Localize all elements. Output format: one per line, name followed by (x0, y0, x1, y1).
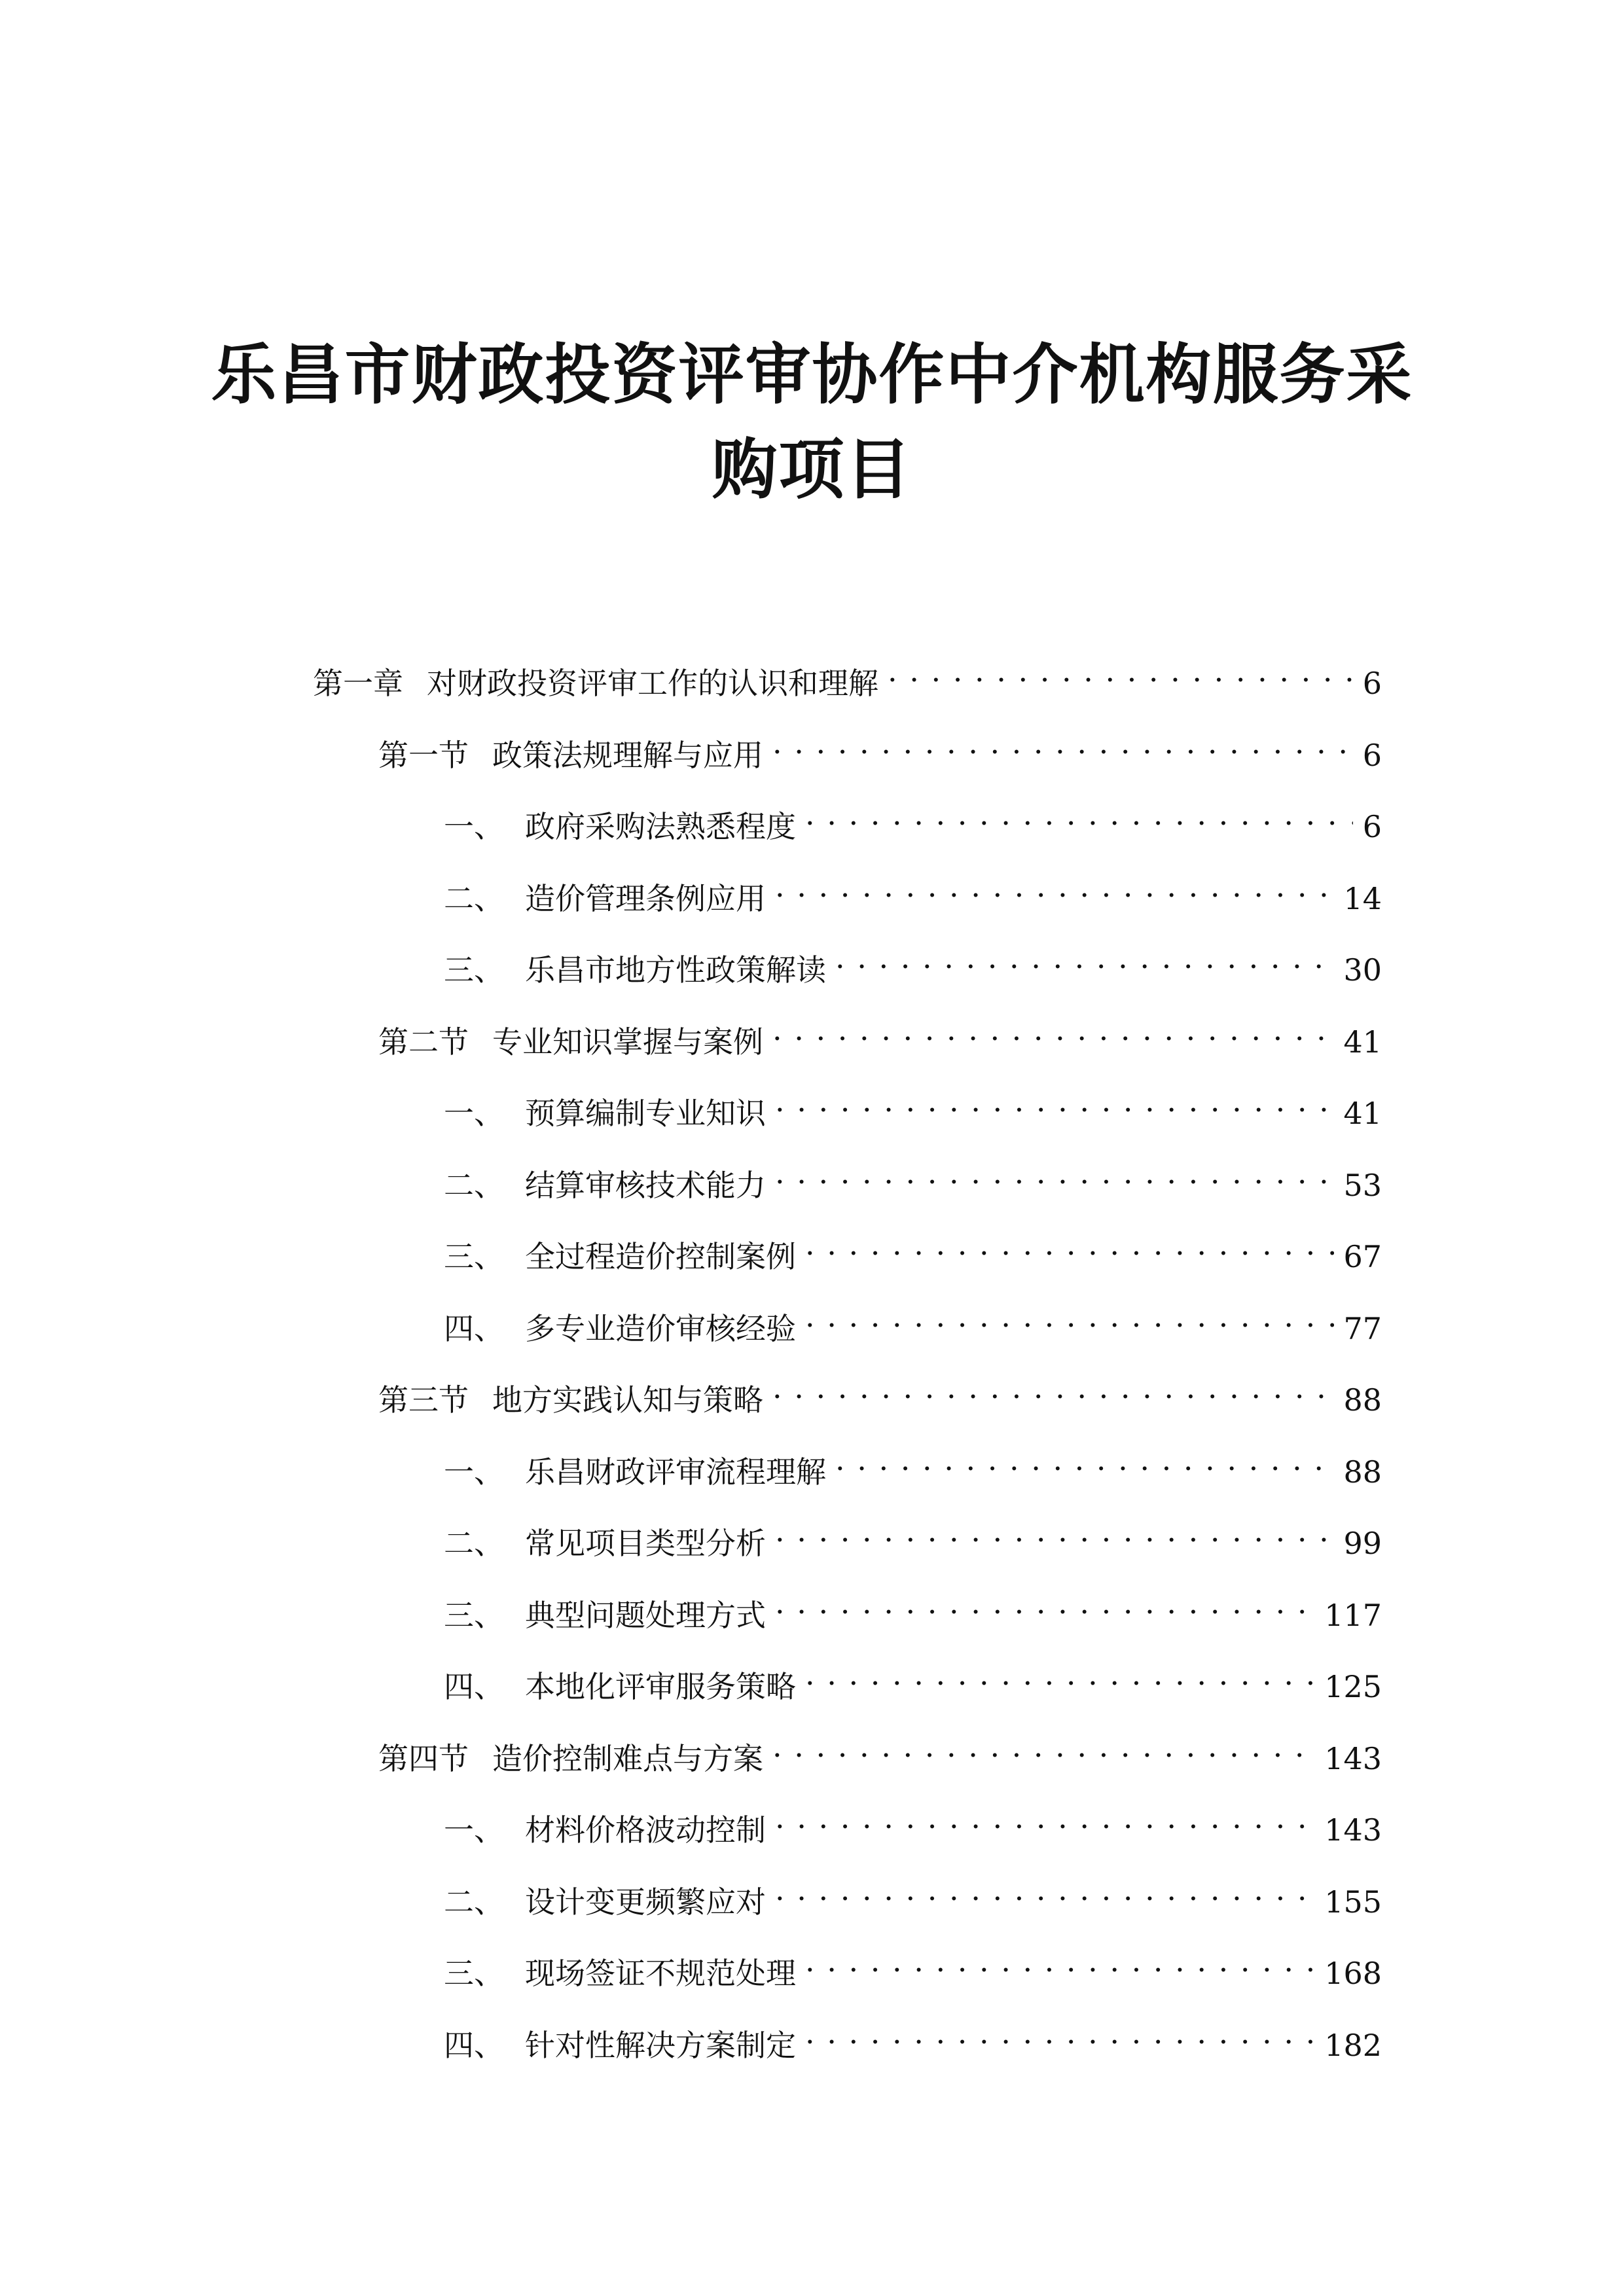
toc-entry-title: 本地化评审服务策略 (525, 1669, 796, 1704)
toc-entry-title: 政策法规理解与应用 (492, 737, 763, 773)
toc-entry-title: 对财政投资评审工作的认识和理解 (427, 666, 878, 701)
toc-entry-page-number: 6 (1362, 809, 1382, 844)
toc-entry[interactable] (444, 1293, 1382, 1346)
toc-leader-dots (775, 1078, 1334, 1124)
toc-leader-dots (805, 791, 1353, 837)
toc-entry-title: 设计变更频繁应对 (525, 1884, 766, 1920)
toc-entry[interactable] (378, 1007, 1382, 1060)
toc-entry-number: 四、 (444, 1669, 504, 1704)
toc-entry[interactable] (444, 863, 1382, 916)
toc-entry-page-number: 117 (1324, 1597, 1382, 1633)
toc-entry-page-number: 168 (1324, 1956, 1382, 1991)
toc-entry-number: 二、 (444, 1884, 504, 1920)
toc-leader-dots (775, 1795, 1315, 1840)
toc-entry-number: 一、 (444, 1096, 504, 1131)
toc-entry[interactable] (444, 791, 1382, 844)
toc-entry-page-number: 155 (1324, 1884, 1382, 1920)
toc-entry-title: 造价控制难点与方案 (492, 1740, 763, 1776)
toc-entry-page-number: 41 (1343, 1024, 1382, 1060)
toc-leader-dots (772, 1007, 1334, 1052)
toc-entry-title: 地方实践认知与策略 (492, 1382, 763, 1418)
toc-entry-number: 三、 (444, 952, 504, 988)
toc-entry-page-number: 6 (1362, 737, 1382, 773)
toc-entry-page-number: 143 (1324, 1812, 1382, 1848)
toc-entry-number: 第四节 (378, 1740, 469, 1776)
toc-entry-page-number: 77 (1343, 1310, 1382, 1346)
toc-entry-page-number: 182 (1324, 2027, 1382, 2063)
toc-entry-title: 多专业造价审核经验 (525, 1310, 796, 1346)
toc-entry-title: 乐昌市地方性政策解读 (525, 952, 826, 988)
toc-leader-dots (772, 1723, 1315, 1769)
toc-leader-dots (805, 1651, 1315, 1697)
toc-entry-page-number: 143 (1324, 1740, 1382, 1776)
toc-entry-page-number: 53 (1343, 1167, 1382, 1203)
toc-entry-page-number: 125 (1324, 1669, 1382, 1704)
toc-entry-number: 第二节 (378, 1024, 469, 1060)
toc-entry[interactable] (378, 720, 1382, 773)
toc-entry-title: 专业知识掌握与案例 (492, 1024, 763, 1060)
toc-entry[interactable] (444, 2010, 1382, 2063)
toc-entry-title: 政府采购法熟悉程度 (525, 809, 796, 844)
toc-entry-number: 二、 (444, 880, 504, 916)
toc-entry[interactable] (444, 1795, 1382, 1848)
toc-entry[interactable] (444, 1938, 1382, 1991)
toc-leader-dots (772, 1365, 1334, 1410)
toc-leader-dots (775, 1508, 1334, 1554)
title-line-2: 购项目 (712, 431, 912, 508)
toc-entry-number: 三、 (444, 1597, 504, 1633)
toc-entry-title: 针对性解决方案制定 (525, 2027, 796, 2063)
toc-entry-number: 一、 (444, 1812, 504, 1848)
toc-entry-number: 三、 (444, 1956, 504, 1991)
toc-entry-page-number: 99 (1343, 1526, 1382, 1561)
toc-entry-number: 第一章 (313, 666, 403, 701)
toc-entry[interactable] (378, 1723, 1382, 1776)
toc-entry-number: 第三节 (378, 1382, 469, 1418)
toc-entry-title: 常见项目类型分析 (525, 1526, 766, 1561)
toc-entry-number: 二、 (444, 1526, 504, 1561)
toc-leader-dots (775, 863, 1334, 909)
toc-entry-title: 预算编制专业知识 (525, 1096, 766, 1131)
toc-entry-title: 乐昌财政评审流程理解 (525, 1454, 826, 1490)
toc-entry-number: 三、 (444, 1239, 504, 1274)
toc-leader-dots (805, 2010, 1315, 2056)
toc-entry-page-number: 67 (1343, 1239, 1382, 1274)
toc-entry[interactable] (444, 1150, 1382, 1203)
toc-entry-title: 典型问题处理方式 (525, 1597, 766, 1633)
toc-entry[interactable] (444, 1221, 1382, 1274)
toc-entry-title: 结算审核技术能力 (525, 1167, 766, 1203)
toc-entry[interactable] (444, 1580, 1382, 1633)
toc-entry[interactable] (444, 1651, 1382, 1704)
toc-entry-page-number: 88 (1343, 1454, 1382, 1490)
toc-entry[interactable] (378, 1365, 1382, 1418)
toc-entry[interactable] (444, 1508, 1382, 1561)
toc-entry-title: 现场签证不规范处理 (525, 1956, 796, 1991)
toc-entry-number: 一、 (444, 809, 504, 844)
toc-leader-dots (775, 1580, 1315, 1626)
toc-entry[interactable] (444, 935, 1382, 988)
toc-entry[interactable] (313, 648, 1382, 701)
toc-entry-number: 二、 (444, 1167, 504, 1203)
toc-leader-dots (835, 1437, 1334, 1482)
toc-leader-dots (805, 1938, 1315, 1984)
toc-entry-number: 四、 (444, 2027, 504, 2063)
toc-leader-dots (805, 1293, 1334, 1339)
toc-leader-dots (805, 1221, 1334, 1267)
toc-leader-dots (775, 1150, 1334, 1196)
toc-entry-page-number: 30 (1343, 952, 1382, 988)
toc-entry-number: 一、 (444, 1454, 504, 1490)
toc-entry[interactable] (444, 1437, 1382, 1490)
toc-leader-dots (775, 1867, 1315, 1912)
title-line-1: 乐昌市财政投资评审协作中介机构服务采 (211, 336, 1413, 413)
toc-entry-title: 材料价格波动控制 (525, 1812, 766, 1848)
toc-entry-page-number: 14 (1343, 880, 1382, 916)
toc-entry[interactable] (444, 1078, 1382, 1131)
toc-entry-page-number: 88 (1343, 1382, 1382, 1418)
toc-entry[interactable] (444, 1867, 1382, 1920)
toc-entry-page-number: 41 (1343, 1096, 1382, 1131)
toc-entry-page-number: 6 (1362, 666, 1382, 701)
toc-leader-dots (888, 648, 1353, 694)
toc-leader-dots (772, 720, 1353, 766)
toc-entry-title: 造价管理条例应用 (525, 880, 766, 916)
toc-entry-title: 全过程造价控制案例 (525, 1239, 796, 1274)
toc-entry-number: 第一节 (378, 737, 469, 773)
toc-leader-dots (835, 935, 1334, 980)
toc-entry-number: 四、 (444, 1310, 504, 1346)
